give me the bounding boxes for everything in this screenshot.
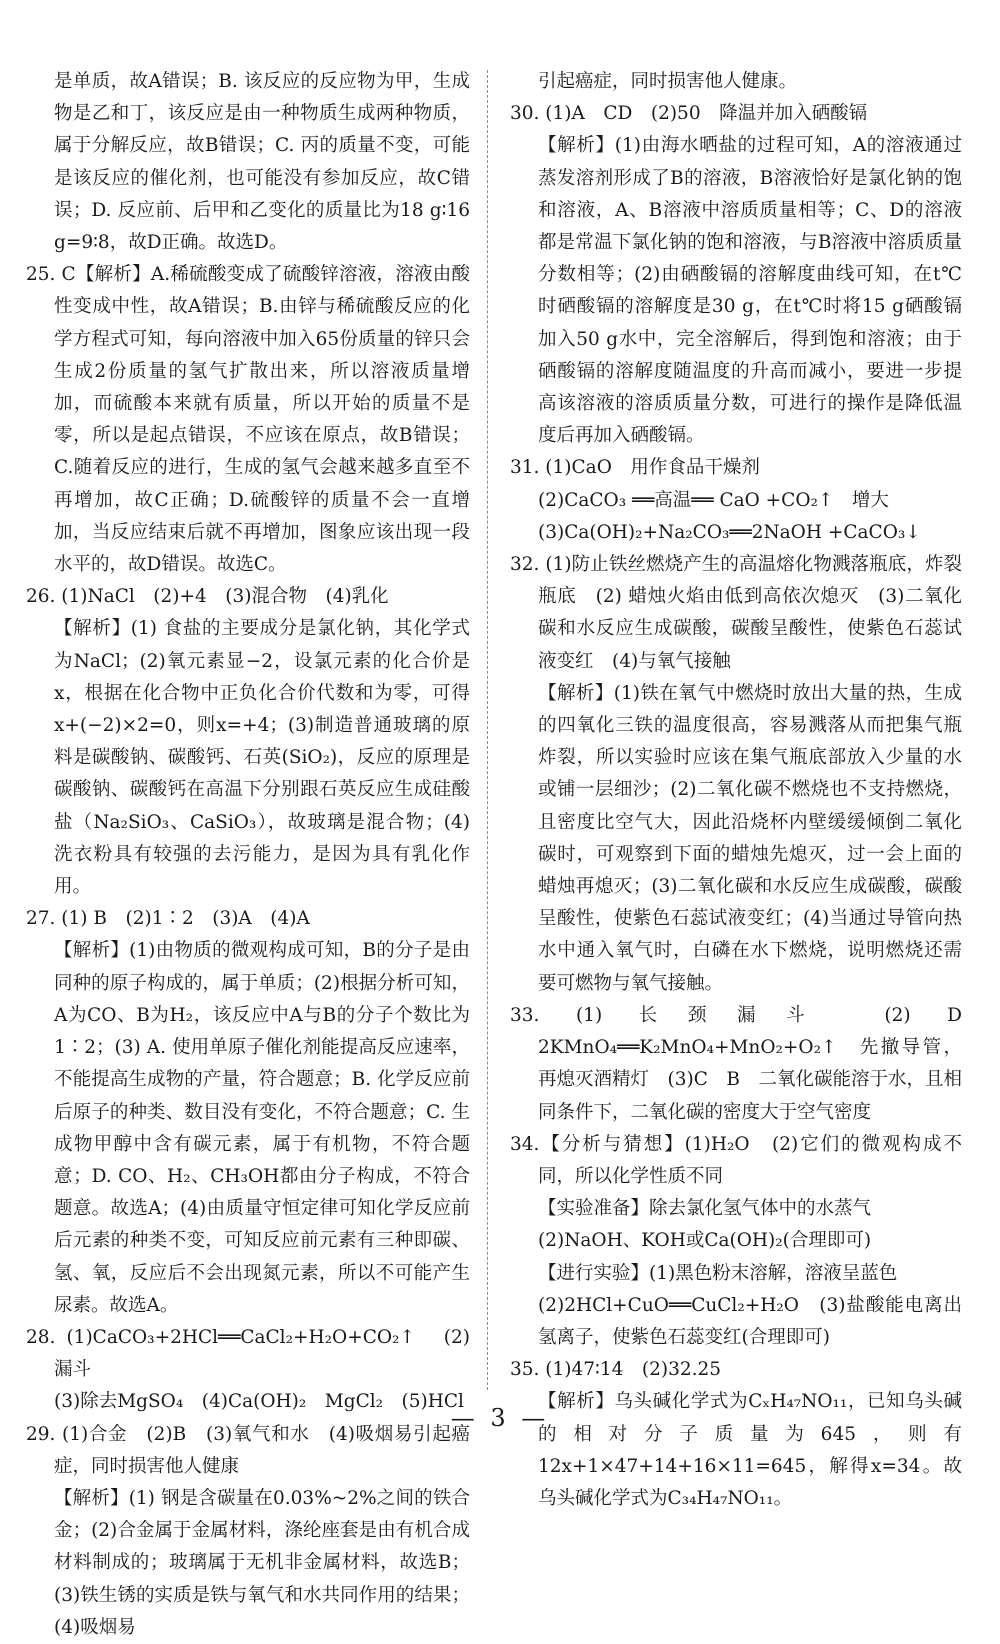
answer-paragraph: (2)NaOH、KOH或Ca(OH)₂(合理即可) [538,1230,872,1252]
answer-paragraph: 33. (1) 长颈漏斗 (2) D 2KMnO₄══K₂MnO₄+MnO₂+O₂↑ 先撤导管，再熄灭酒精灯 (3)C B 二氧化碳能溶于水，且相同条件下，二氧化碳的密度大于空气密度 [510,1004,981,1123]
answer-paragraph: 28. (1)CaCO₃+2HCl══CaCl₂+H₂O+CO₂↑ (2)漏斗 [26,1326,470,1381]
answer-paragraph: 【解析】(1) 钢是含碳量在0.03%~2%之间的铁合金；(2)合金属于金属材料，涤纶座套是由有机合成材料制成的；玻璃属于无机非金属材料，故选B；(3)铁生锈的实质是铁与氧气和水共同作用的结果；(4)吸烟易 [54,1487,470,1638]
answer-paragraph: 【实验准备】除去氯化氢气体中的水蒸气 [538,1198,872,1220]
answer-paragraph: 【解析】乌头碱化学式为CₓH₄₇NO₁₁，已知乌头碱的相对分子质量为645，则有12x+1×47+14+16×11=645，解得x=34。故乌头碱化学式为C₃₄H₄₇NO₁₁。 [538,1391,962,1509]
answer-paragraph: 【解析】(1)铁在氧气中燃烧时放出大量的热，生成的四氧化三铁的温度很高，容易溅落从而把集气瓶炸裂，所以实验时应该在集气瓶底部放入少量的水或铺一层细沙；(2)二氧化碳不燃烧也不支持燃烧，且密度比空气大，因此沿烧杯内壁缓缓倾倒二氧化碳时，可观察到下面的蜡烛先熄灭，过一会上面的蜡烛再熄灭；(3)二氧化碳和水反应生成碳酸，碳酸呈酸性，使紫色石蕊试液变红；(4)当通过导管向热水中通入氧气时，白磷在水下燃烧，说明燃烧还需要可燃物与氧气接触。 [538,682,962,994]
answer-paragraph: 31. (1)CaO 用作食品干燥剂 [510,457,760,479]
answer-paragraph: 34.【分析与猜想】(1)H₂O (2)它们的微观构成不同，所以化学性质不同 [510,1133,962,1187]
answer-paragraph: 26. (1)NaCl (2)+4 (3)混合物 (4)乳化 [26,586,389,608]
answer-paragraph: (3)Ca(OH)₂+Na₂CO₃══2NaOH +CaCO₃↓ [538,521,921,543]
answer-paragraph: 引起癌症，同时损害他人健康。 [538,71,798,92]
answer-paragraph: (3)除去MgSO₄ (4)Ca(OH)₂ MgCl₂ (5)HCl [54,1391,464,1413]
page-number: — 3 — [450,1404,550,1432]
column-divider [487,70,488,1390]
answer-paragraph: 35. (1)47∶14 (2)32.25 [510,1359,722,1381]
right-column [510,66,981,1515]
answer-paragraph: 30. (1)A CD (2)50 降温并加入硒酸镉 [510,103,868,125]
answer-paragraph: 【解析】(1) 食盐的主要成分是氯化钠，其化学式为NaCl；(2)氧元素显−2，设氯元素的化合价是x，根据在化合物中正负化合价代数和为零，可得x+(−2)×2=0，则x=+4；(3)制造普通玻璃的原料是碳酸钠、碳酸钙、石英(SiO₂)，反应的原理是碳酸钠、碳酸钙在高温下分别跟石英反应生成硅酸盐（Na₂SiO₃、CaSiO₃），故玻璃是混合物；(4)洗衣粉具有较强的去污能力，是因为具有乳化作用。 [54,618,470,898]
answer-paragraph: 是单质，故A错误；B. 该反应的反应物为甲，生成物是乙和丁，该反应是由一种物质生成两种物质，属于分解反应，故B错误；C. 丙的质量不变，可能是该反应的催化剂，也可能没有参加反应，故C错误；D. 反应前、后甲和乙变化的质量比为18 g∶16 g=9∶8，故D正确。故选D。 [54,71,470,254]
answer-paragraph: 【解析】(1)由海水晒盐的过程可知，A的溶液通过蒸发溶剂形成了B的溶液，B溶液恰好是氯化钠的饱和溶液，A、B溶液中溶质质量相等；C、D的溶液都是常温下氯化钠的饱和溶液，与B溶液中溶质质量分数相等；(2)由硒酸镉的溶解度曲线可知，在t℃时硒酸镉的溶解度是30 g，在t℃时将15 g硒酸镉加入50 g水中，完全溶解后，得到饱和溶液；由于硒酸镉的溶解度随温度的升高而减小，要进一步提高该溶液的溶质质量分数，可进行的操作是降低温度后再加入硒酸镉。 [538,135,962,447]
answer-paragraph: 【进行实验】(1)黑色粉末溶解，溶液呈蓝色 [538,1262,898,1284]
answer-paragraph: (2)CaCO₃ ══高温══ CaO +CO₂↑ 增大 [538,489,889,511]
answer-paragraph: 27. (1) B (2)1∶2 (3)A (4)A [26,908,310,930]
answer-paragraph: 29. (1)合金 (2)B (3)氧气和水 (4)吸烟易引起癌症，同时损害他人健康 [26,1423,470,1477]
answer-paragraph: 25. C【解析】A.稀硫酸变成了硫酸锌溶液，溶液由酸性变成中性，故A错误；B.由锌与稀硫酸反应的化学方程式可知，每向溶液中加入65份质量的锌只会生成2份质量的氢气扩散出来，所以溶液质量增加，而硫酸本来就有质量，所以开始的质量不是零，所以是起点错误，不应该在原点，故B错误；C.随着反应的进行，生成的氢气会越来越多直至不再增加，故C正确；D.硫酸锌的质量不会一直增加，当反应结束后就不再增加，图象应该出现一段水平的，故D错误。故选C。 [26,264,470,576]
answer-paragraph: 32. (1)防止铁丝燃烧产生的高温熔化物溅落瓶底，炸裂瓶底 (2) 蜡烛火焰由低到高依次熄灭 (3)二氧化碳和水反应生成碳酸，碳酸呈酸性，使紫色石蕊试液变红 (4)与氧气接触 [510,554,962,672]
answer-paragraph: 【解析】(1)由物质的微观构成可知，B的分子是由同种的原子构成的，属于单质；(2)根据分析可知，A为CO、B为H₂，该反应中A与B的分子个数比为1∶2；(3) A. 使用单原子催化剂能提高反应速率，不能提高生成物的产量，符合题意；B. 化学反应前后原子的种类、数目没有变化，不符合题意；C. 生成物甲醇中含有碳元素，属于有机物，不符合题意；D. CO、H₂、CH₃OH都由分子构成，不符合题意。故选A；(4)由质量守恒定律可知化学反应前后元素的种类不变，可知反应前元素有三种即碳、氢、氧，反应后不会出现氮元素，所以不可能产生尿素。故选A。 [54,940,470,1316]
answer-paragraph: (2)2HCl+CuO══CuCl₂+H₂O (3)盐酸能电离出氢离子，使紫色石蕊变红(合理即可) [538,1294,962,1348]
